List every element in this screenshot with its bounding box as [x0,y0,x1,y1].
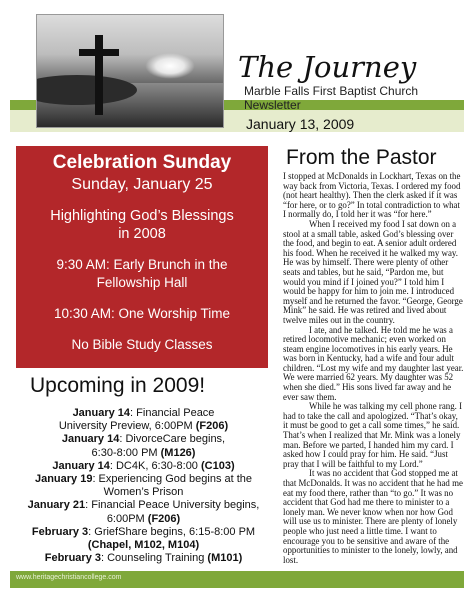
pastor-paragraph: I stopped at McDonalds in Lockhart, Texas on the way back from Victoria, Texas. I ordered my food (not heart healthy). Then the clerk asked if it was “for here, or to go?” In total contradiction to what I normally do, I told her it was “for here.” [283,171,461,220]
cross-beam [79,49,119,56]
celebration-theme [16,207,268,243]
newsletter-title: The Journey [238,50,417,84]
pastor-paragraph: It was no accident that God stopped me at that McDonalds. It was no accident that he had me eat my food there, rather than “to go.” It was no accident that God had me there to minister to a lonely man. We never know when nor how God will use us to minister. There are plenty of lonely people who just need a little time. I want to encourage you to be sensitive and aware of the opportunities to minister to the lonely, lowly, and lost. [283,468,463,565]
cross-icon [95,35,103,115]
cross-sunset-photo [36,14,224,128]
event-item: January 21: Financial Peace University begins, 6:00PM (F206) [27,499,260,525]
pastor-heading: From the Pastor [286,146,437,169]
footer-url[interactable]: www.heritagechristiancollege.com [16,574,122,581]
issue-date: January 13, 2009 [246,116,355,132]
event-item: January 14: DC4K, 6:30-8:00 (C103) [52,459,235,472]
theme-line-2: in 2008 [118,226,166,242]
event-item: January 19: Experiencing God begins at the Women’s Prison [34,473,253,499]
pastor-letter [283,172,464,591]
brunch-line-2: Fellowship Hall [96,275,188,290]
celebration-box [16,146,268,368]
brunch-line-1: 9:30 AM: Early Brunch in the [56,257,228,272]
pastor-paragraph: When I received my food I sat down on a stool at a small table, asked God’s blessing over the food, and begin to eat. A senior adult ordered his food. When he received it he walked my way. He was by himself. There were plenty of other seats and tables, but he said, “Pardon me, but would you mind if I joined you?” I told him I would be happy for him to join me. I introduced myself and he returned the favor. “George, George Mink” he said. He was retired and lived about twelve miles out in the country. [283,218,463,325]
upcoming-events-list [6,407,281,565]
pastor-paragraph: I ate, and he talked. He told me he was a retired locomotive mechanic; even worked on steam engine locomotives in his early years. He was born in Kentucky, had a wife and four adult children. “Lost my wife and my daughter last year. We were married 62 years. My daughter was 52 when she died.” His sons lived far away and he ever saw them. [283,324,464,402]
upcoming-heading: Upcoming in 2009! [30,374,206,397]
newsletter-subtitle: Marble Falls First Baptist Church Newsletter [244,84,419,112]
pastor-paragraph: While he was talking my cell phone rang. I had to take the call and apologized. “That’s okay, it must be good to get a call some times,” he said. That’s when I realized that Mr. Mink was a lonely man. Before we parted, I handed him my card. I asked how I could pray for him. He said. “Just pray that I will be faithful to my Lord.” [283,401,463,469]
theme-line-1: Highlighting God’s Blessings [50,208,234,224]
celebration-item-no-classes: No Bible Study Classes [71,337,213,352]
event-item: February 3: Counseling Training (M101) [44,552,243,565]
celebration-date: Sunday, January 25 [71,176,213,193]
celebration-heading: Celebration Sunday [52,152,232,173]
celebration-item-worship: 10:30 AM: One Worship Time [53,306,231,321]
sun-glow [145,53,195,79]
celebration-item-brunch [16,256,268,292]
footer-band [10,571,464,588]
event-item: February 3: GriefShare begins, 6:15-8:00 PM (Chapel, M102, M104) [31,525,256,552]
event-item: January 14: Financial Peace University Preview, 6:00PM (F206) [58,407,229,433]
event-item: January 14: DivorceCare begins, 6:30-8:00 PM (M126) [61,433,226,459]
